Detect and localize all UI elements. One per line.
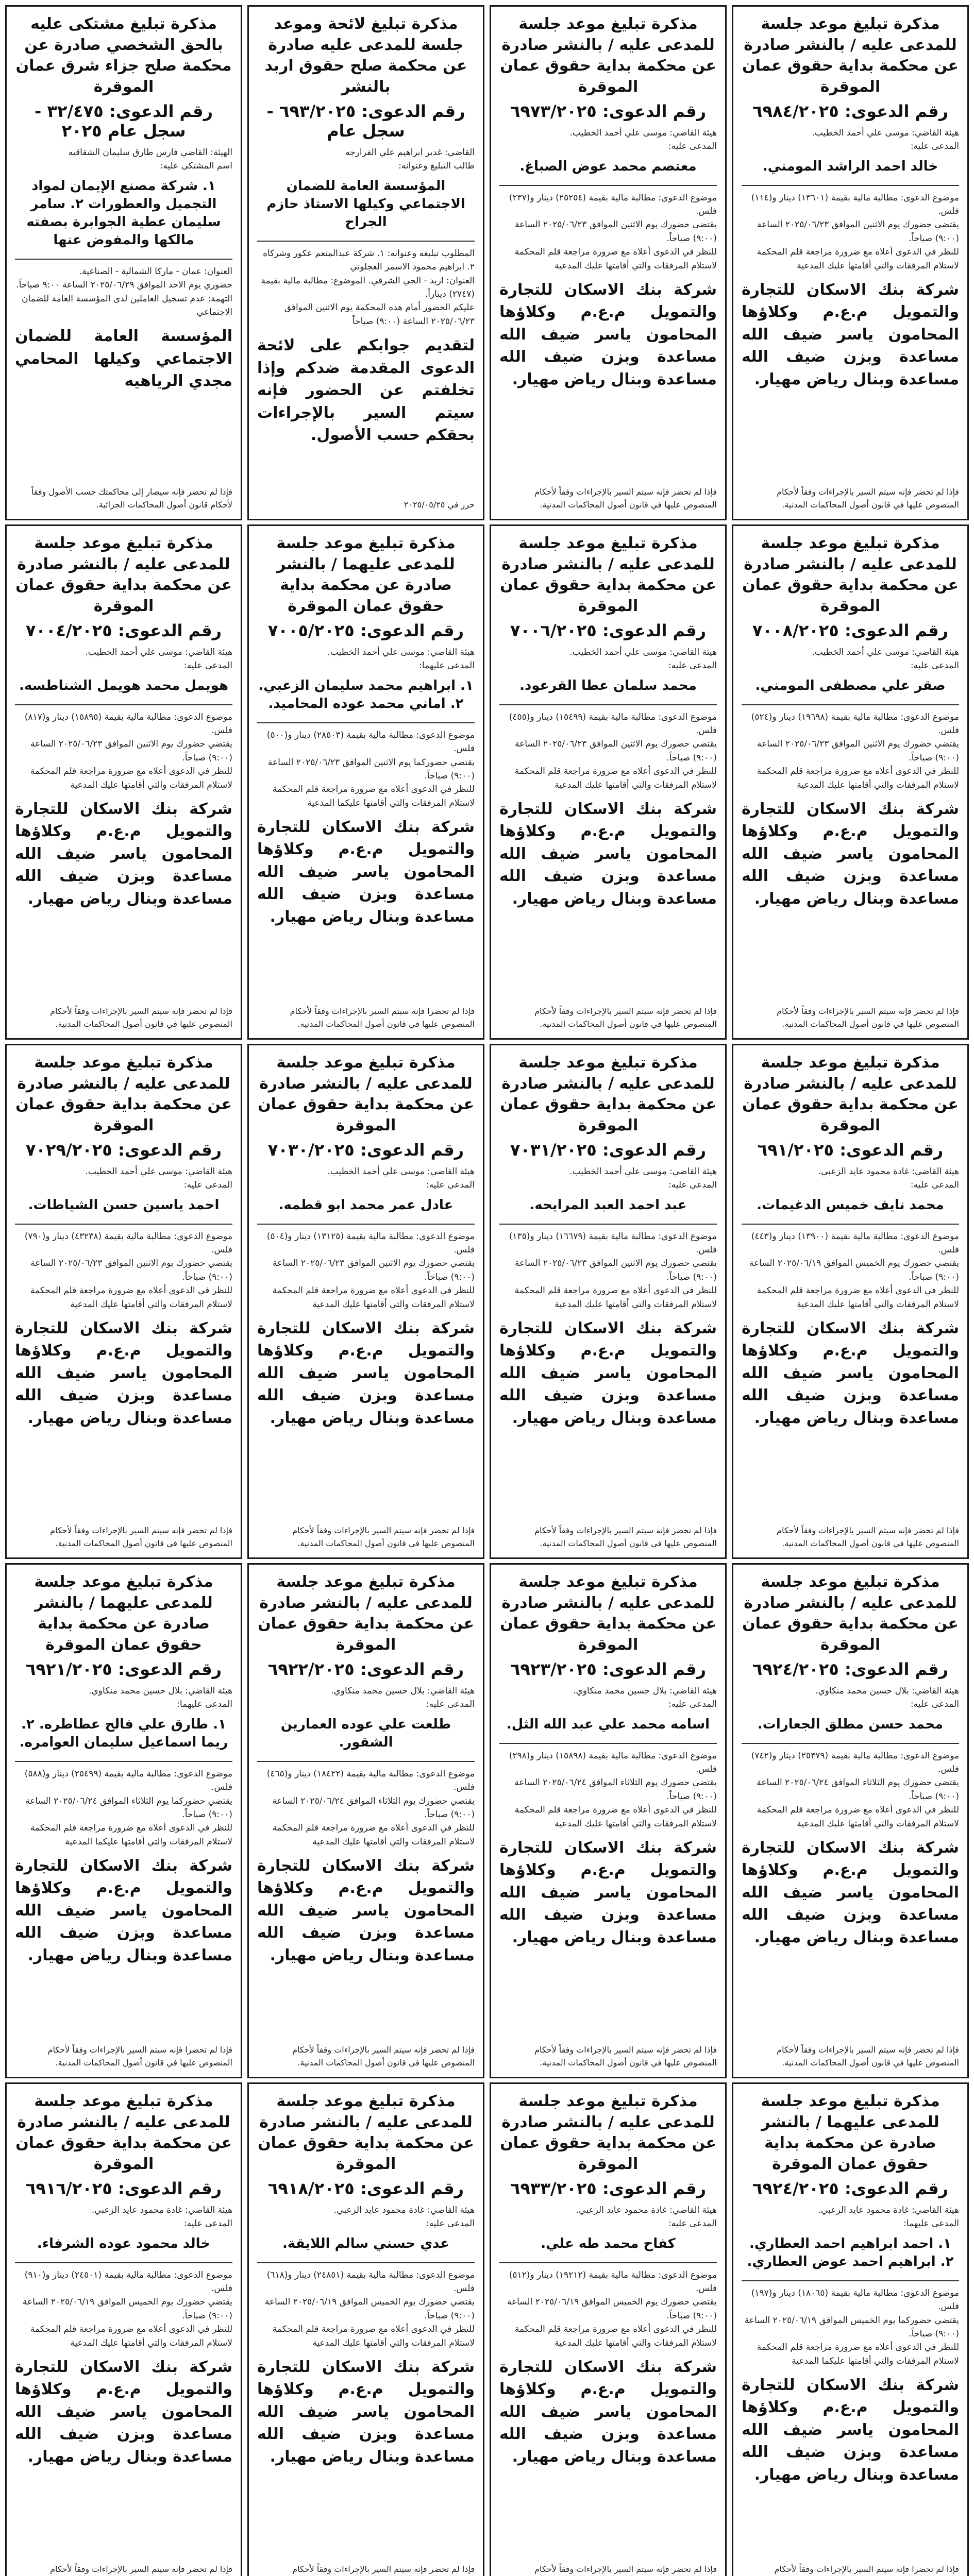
- case-number: [742, 621, 959, 640]
- subject-line: موضوع الدعوى: مطالبة مالية بقيمة (١٥٤٩٩) دينار و(٤٥٥) فلس.: [509, 711, 717, 736]
- case-number: [257, 1140, 475, 1160]
- hearing-line: يقتضي حضورك يوم الخميس الموافق ٢٠٢٥/٠٦/١٩ الساعة (٩:٠٠) صباحاً.: [507, 2297, 717, 2321]
- hearing-line: يقتضي حضوركما يوم الثلاثاء الموافق ٢٠٢٥/٠٦/٢٤ الساعة (٩:٠٠) صباحاً.: [25, 1795, 232, 1820]
- subject-line: موضوع الدعوى: مطالبة مالية بقيمة (٢٥٢٥٤) دينار و(٢٣٧) فلس.: [509, 192, 717, 217]
- case-number: [15, 2179, 232, 2198]
- court-notice: [732, 1044, 969, 1559]
- court-notice: [247, 5, 484, 520]
- notice-title: مذكرة تبليغ موعد جلسة للمدعى عليه / بالنشر صادرة عن محكمة بداية حقوق عمان الموقرة: [500, 1054, 716, 1134]
- judge-line: هيئة القاضي: بلال حسين محمد منكاوي.: [331, 1686, 475, 1696]
- defendant-name: محمد سلمان عطا القرعود.: [519, 677, 697, 693]
- subject-line: المطلوب تبليغه وعنوانه: ١. شركة عبدالمنعم عكور وشركاه ٢. ابراهيم محمود الاسمر العجلوني: [263, 248, 475, 273]
- defendant-name: عبد احمد العبد المرايحه.: [529, 1197, 687, 1213]
- case-label: رقم الدعوى:: [844, 2179, 949, 2198]
- court-notice: [247, 1563, 484, 2078]
- judge-line: الهيئة: القاضي فارس طارق سليمان الشقاقيه: [68, 147, 232, 158]
- notice-footer: فإذا لم تحضر فإنه سيتم السير بالإجراءات وفقاً لأحكام: [292, 2564, 475, 2574]
- plaintiff-block: شركة بنك الاسكان للتجارة والتمويل م.ع.م وكلاؤها المحامون ياسر ضيف الله مساعدة وبزن ضيف الله مساعدة وبنال رياض مهيار.: [15, 800, 232, 908]
- judge-line: هيئة القاضي: موسى علي أحمد الخطيب.: [85, 1166, 232, 1177]
- note-line: للنظر في الدعوى أعلاه مع ضرورة مراجعة قلم المحكمة لاستلام المرفقات والتي أقامتها عليك المدعية: [272, 1823, 475, 1847]
- defendant-name: هويمل محمد هويمل الشناطسه.: [19, 677, 228, 693]
- note-line: للنظر في الدعوى أعلاه مع ضرورة مراجعة قلم المحكمة لاستلام المرفقات والتي أقامتها عليك المدعية: [514, 1285, 717, 1310]
- notice-title: مذكرة تبليغ لائحة وموعد جلسة للمدعى عليه صادرة عن محكمة صلح حقوق اربد بالنشر: [264, 15, 467, 96]
- defendant-name: المؤسسة العامة للضمان الاجتماعي وكيلها الاستاذ حازم الجراح: [266, 178, 465, 230]
- hearing-line: يقتضي حضورك يوم الثلاثاء الموافق ٢٠٢٥/٠٦/٢٤ الساعة (٩:٠٠) صباحاً.: [757, 1777, 959, 1802]
- note-line: للنظر في الدعوى أعلاه مع ضرورة مراجعة قلم المحكمة لاستلام المرفقات والتي أقامتها عليك المدعية: [514, 1805, 717, 1829]
- notice-title: مذكرة تبليغ موعد جلسة للمدعى عليه / بالنشر صادرة عن محكمة بداية حقوق عمان الموقرة: [258, 2092, 474, 2173]
- defendant-name: معتصم محمد عوض الصباغ.: [519, 158, 697, 174]
- case-value: ٦٩١/٢٠٢٥: [757, 1140, 834, 1160]
- defendant-label: المدعى عليه:: [426, 1180, 475, 1191]
- divider: [499, 2262, 717, 2263]
- notice-title: مذكرة تبليغ موعد جلسة للمدعى عليه / بالنشر صادرة عن محكمة بداية حقوق عمان الموقرة: [500, 2092, 716, 2173]
- case-number: [15, 621, 232, 640]
- defendant-label: المدعى عليهما:: [903, 2218, 959, 2229]
- divider: [499, 185, 717, 186]
- plaintiff-block: لتقديم جوابكم على لائحة الدعوى المقدمة ضدكم وإذا تخلفتم عن الحضور فإنه سيتم السير بالإجراءات بحقكم حسب الأصول.: [257, 336, 475, 445]
- judge-line: هيئة القاضي: غادة محمود عايد الزعبي.: [333, 2205, 475, 2215]
- court-notice: [490, 5, 727, 520]
- hearing-line: يقتضي حضورك يوم الخميس الموافق ٢٠٢٥/٠٦/١٩ الساعة (٩:٠٠) صباحاً.: [749, 1258, 959, 1282]
- notice-footer: فإذا لم تحضر فإنه سيتم السير بالإجراءات وفقاً لأحكام المنصوص عليها في قانون أصول المحاكمات المدنية.: [292, 2045, 475, 2068]
- newspaper-page: [5, 5, 969, 2576]
- defendant-label: اسم المشتكى عليه:: [160, 161, 232, 172]
- subject-line: موضوع الدعوى: مطالبة مالية بقيمة (١٥٨٩٨) دينار و(٢٩٨) فلس.: [509, 1750, 717, 1775]
- case-number: [257, 621, 475, 640]
- note-line: للنظر في الدعوى أعلاه مع ضرورة مراجعة قلم المحكمة لاستلام المرفقات والتي أقامتها عليك المدعية: [757, 1805, 959, 1829]
- defendant-label: المدعى عليه:: [910, 1699, 959, 1710]
- notice-title: مذكرة تبليغ موعد جلسة للمدعى عليه / بالنشر صادرة عن محكمة بداية حقوق عمان الموقرة: [742, 1573, 959, 1654]
- case-number: [15, 1140, 232, 1160]
- divider: [742, 704, 959, 705]
- judge-line: هيئة القاضي: بلال حسين محمد منكاوي.: [89, 1686, 232, 1696]
- defendant-name: عدي حسني سالم اللايقة.: [282, 2235, 449, 2251]
- subject-line: موضوع الدعوى: مطالبة مالية بقيمة (١٩٦٩٨) دينار و(٥٢٤) فلس.: [751, 711, 959, 736]
- note-line: عليكم الحضور أمام هذه المحكمة يوم الاثنين الموافق ٢٠٢٥/٠٦/٢٣ الساعة (٩:٠٠) صباحاً: [284, 302, 475, 327]
- case-value: ٧٠٣٠/٢٠٢٥: [267, 1140, 355, 1160]
- defendant-name: اسامه محمد علي عبد الله الثل.: [506, 1716, 710, 1732]
- note-line: للنظر في الدعوى أعلاه مع ضرورة مراجعة قلم المحكمة لاستلام المرفقات والتي أقامتها عليك المدعية: [514, 766, 717, 790]
- divider: [15, 1224, 232, 1225]
- defendant-name: خالد احمد الراشد المومني.: [762, 158, 938, 174]
- plaintiff-block: شركة بنك الاسكان للتجارة والتمويل م.ع.م وكلاؤها المحامون ياسر ضيف الله مساعدة وبزن ضيف الله مساعدة وبنال رياض مهيار.: [257, 2358, 475, 2466]
- plaintiff-block: شركة بنك الاسكان للتجارة والتمويل م.ع.م وكلاؤها المحامون ياسر ضيف الله مساعدة وبزن ضيف الله مساعدة وبنال رياض مهيار.: [257, 1856, 475, 1964]
- defendant-label: المدعى عليه:: [668, 660, 717, 671]
- court-notice: [732, 2082, 969, 2576]
- case-label: رقم الدعوى:: [361, 101, 465, 121]
- hearing-line: العنوان: اربد - الحي الشرقي. الموضوع: مطالبة مالية بقيمة (٢٧٤٧) ديناراً.: [261, 275, 475, 299]
- defendant-label: المدعى عليهما:: [177, 1699, 232, 1710]
- case-value: ٦٩٣/٢٠٢٥ - سجل عام: [266, 101, 405, 141]
- notice-footer: حرر في ٢٠٢٥/٠٥/٢٥: [404, 500, 475, 510]
- notice-title: مذكرة تبليغ موعد جلسة للمدعى عليه / بالنشر صادرة عن محكمة بداية حقوق عمان الموقرة: [15, 2092, 232, 2173]
- defendant-label: المدعى عليه:: [426, 1699, 475, 1710]
- hearing-line: يقتضي حضورك يوم الاثنين الموافق ٢٠٢٥/٠٦/٢٣ الساعة (٩:٠٠) صباحاً.: [514, 219, 717, 244]
- notice-title: مذكرة تبليغ موعد جلسة للمدعى عليه / بالنشر صادرة عن محكمة بداية حقوق عمان الموقرة: [742, 534, 959, 615]
- subject-line: موضوع الدعوى: مطالبة مالية بقيمة (١٨٠٦٥) دينار و(١٩٧) فلس.: [751, 2287, 959, 2312]
- case-label: رقم الدعوى:: [602, 621, 707, 640]
- hearing-line: يقتضي حضورك يوم الخميس الموافق ٢٠٢٥/٠٦/١٩ الساعة (٩:٠٠) صباحاً.: [22, 2297, 232, 2321]
- notice-title: مذكرة تبليغ موعد جلسة للمدعى عليه / بالنشر صادرة عن محكمة بداية حقوق عمان الموقرة: [742, 1054, 959, 1134]
- court-notice: [490, 1044, 727, 1559]
- note-line: للنظر في الدعوى أعلاه مع ضرورة مراجعة قلم المحكمة لاستلام المرفقات والتي أقامتها عليك المدعية: [757, 247, 959, 271]
- case-value: ٦٩٢٤/٢٠٢٥: [752, 1659, 839, 1679]
- subject-line: موضوع الدعوى: مطالبة مالية بقيمة (١٥٨٩٥) دينار و(٨١٧) فلس.: [24, 711, 232, 736]
- defendant-label: المدعى عليه:: [183, 660, 232, 671]
- case-label: رقم الدعوى:: [839, 1140, 944, 1160]
- divider: [257, 2262, 475, 2263]
- divider: [257, 1761, 475, 1762]
- court-notice: [5, 1044, 242, 1559]
- notice-footer: فإذا لم تحضر فإنه سيتم السير بالإجراءات وفقاً لأحكام المنصوص عليها في قانون أصول المحاكمات المدنية.: [777, 487, 959, 510]
- hearing-line: يقتضي حضوركما يوم الخميس الموافق ٢٠٢٥/٠٦/١٩ الساعة (٩:٠٠) صباحاً.: [744, 2315, 959, 2339]
- divider: [257, 722, 475, 723]
- plaintiff-block: شركة بنك الاسكان للتجارة والتمويل م.ع.م وكلاؤها المحامون ياسر ضيف الله مساعدة وبزن ضيف الله مساعدة وبنال رياض مهيار.: [499, 280, 717, 388]
- note-line: للنظر في الدعوى أعلاه مع ضرورة مراجعة قلم المحكمة لاستلام المرفقات والتي أقامتها عليك المدعية: [757, 766, 959, 790]
- court-notice: [5, 524, 242, 1040]
- hearing-line: يقتضي حضورك يوم الاثنين الموافق ٢٠٢٥/٠٦/٢٣ الساعة (٩:٠٠) صباحاً.: [514, 739, 717, 763]
- note-line: للنظر في الدعوى أعلاه مع ضرورة مراجعة قلم المحكمة لاستلام المرفقات والتي أقامتها عليك المدعية: [514, 2324, 717, 2348]
- court-notice: [5, 1563, 242, 2078]
- note-line: للنظر في الدعوى أعلاه مع ضرورة مراجعة قلم المحكمة لاستلام المرفقات والتي أقامتها عليك المدعية: [272, 1285, 475, 1310]
- case-value: ٦٩٢١/٢٠٢٥: [25, 1659, 112, 1679]
- case-label: رقم الدعوى:: [360, 1659, 464, 1679]
- plaintiff-block: المؤسسة العامة للضمان الاجتماعي وكيلها المحامي مجدي الرياهيه: [15, 327, 232, 391]
- plaintiff-block: شركة بنك الاسكان للتجارة والتمويل م.ع.م وكلاؤها المحامون ياسر ضيف الله مساعدة وبزن ضيف الله مساعدة وبنال رياض مهيار.: [742, 1319, 959, 1427]
- notice-title: مذكرة تبليغ موعد جلسة للمدعى عليه / بالنشر صادرة عن محكمة بداية حقوق عمان الموقرة: [500, 1573, 716, 1654]
- case-value: ٦٩٢٢/٢٠٢٥: [267, 1659, 355, 1679]
- defendant-name: خالد محمود عوده الشرفاء.: [37, 2235, 211, 2251]
- notice-footer: فإذا لم تحضر فإنه سيتم السير بالإجراءات وفقاً لأحكام المنصوص عليها في قانون أصول المحاكمات المدنية.: [777, 1526, 959, 1549]
- defendant-label: المدعى عليه:: [668, 2218, 717, 2229]
- case-label: رقم الدعوى:: [602, 101, 707, 121]
- defendant-label: المدعى عليه:: [183, 1180, 232, 1191]
- defendant-label: المدعى عليه:: [910, 141, 959, 152]
- notice-footer: فإذا لم تحضر فإنه سيتم السير بالإجراءات وفقاً لأحكام المنصوص عليها في قانون أصول المحاكمات المدنية.: [292, 1526, 475, 1549]
- notice-row: [5, 5, 969, 520]
- notice-footer: فإذا لم تحضر فإنه سيتم السير بالإجراءات وفقاً لأحكام المنصوص عليها في قانون أصول المحاكمات المدنية.: [534, 1526, 717, 1549]
- case-number: [742, 1140, 959, 1160]
- notice-footer: فإذا لم تحضر فإنه سيتم السير بالإجراءات وفقاً لأحكام: [50, 2564, 232, 2574]
- hearing-line: يقتضي حضورك يوم الاثنين الموافق ٢٠٢٥/٠٦/٢٣ الساعة (٩:٠٠) صباحاً.: [272, 1258, 475, 1282]
- notice-title: مذكرة تبليغ موعد جلسة للمدعى عليهما / بالنشر صادرة عن محكمة بداية حقوق عمان الموقرة: [34, 1573, 213, 1654]
- divider: [499, 1743, 717, 1744]
- subject-line: موضوع الدعوى: مطالبة مالية بقيمة (٢٥٤٩٩) دينار و(٥٨٨) فلس.: [24, 1768, 232, 1793]
- court-notice: [5, 2082, 242, 2576]
- judge-line: هيئة القاضي: غادة محمود عايد الزعبي.: [818, 1166, 959, 1177]
- court-notice: [490, 2082, 727, 2576]
- case-label: رقم الدعوى:: [602, 2179, 707, 2198]
- case-value: ٦٩٢٤/٢٠٢٥: [752, 2179, 839, 2198]
- divider: [499, 1224, 717, 1225]
- notice-footer: فإذا لم تحضر فإنه سيتم السير بالإجراءات وفقاً لأحكام المنصوص عليها في قانون أصول المحاكمات المدنية.: [777, 2045, 959, 2068]
- notice-footer: فإذا لم تحضر فإنه سيتم السير بالإجراءات وفقاً لأحكام: [534, 2564, 717, 2574]
- case-number: [499, 1140, 717, 1160]
- note-line: للنظر في الدعوى أعلاه مع ضرورة مراجعة قلم المحكمة لاستلام المرفقات والتي أقامتها عليكما المدعية: [757, 2342, 959, 2366]
- notice-footer: فإذا لم تحضرا فإنه سيتم السير بالإجراءات وفقاً لأحكام المنصوص عليها في قانون أصول المحاكمات المدنية.: [47, 2045, 232, 2068]
- plaintiff-block: شركة بنك الاسكان للتجارة والتمويل م.ع.م وكلاؤها المحامون ياسر ضيف الله مساعدة وبزن ضيف الله مساعدة وبنال رياض مهيار.: [15, 1319, 232, 1427]
- case-number: [742, 2179, 959, 2198]
- case-label: رقم الدعوى:: [360, 2179, 464, 2198]
- case-value: ٦٩٣٣/٢٠٢٥: [510, 2179, 597, 2198]
- case-value: ٧٠٣١/٢٠٢٥: [510, 1140, 597, 1160]
- divider: [742, 185, 959, 186]
- note-line: للنظر في الدعوى أعلاه مع ضرورة مراجعة قلم المحكمة لاستلام المرفقات والتي أقامتها عليك المدعية: [30, 2324, 232, 2348]
- subject-line: العنوان: عمان - ماركا الشمالية - الصناعية.: [79, 266, 232, 277]
- notice-footer: فإذا لم تحضر فإنه سيتم السير بالإجراءات وفقاً لأحكام المنصوص عليها في قانون أصول المحاكمات المدنية.: [534, 1006, 717, 1029]
- notice-row: [5, 524, 969, 1040]
- plaintiff-block: شركة بنك الاسكان للتجارة والتمويل م.ع.م وكلاؤها المحامون ياسر ضيف الله مساعدة وبزن ضيف الله مساعدة وبنال رياض مهيار.: [742, 1838, 959, 1946]
- subject-line: موضوع الدعوى: مطالبة مالية بقيمة (٤٣٢٣٨) دينار و(٧٩٠) فلس.: [24, 1231, 232, 1256]
- note-line: للنظر في الدعوى أعلاه مع ضرورة مراجعة قلم المحكمة لاستلام المرفقات والتي أقامتها عليك المدعية: [30, 766, 232, 790]
- notice-title: مذكرة تبليغ موعد جلسة للمدعى عليهما / بالنشر صادرة عن محكمة بداية حقوق عمان الموقرة: [276, 534, 456, 615]
- subject-line: موضوع الدعوى: مطالبة مالية بقيمة (٢٤٥٠١) دينار و(٩١٠) فلس.: [24, 2269, 232, 2294]
- judge-line: هيئة القاضي: موسى علي أحمد الخطيب.: [569, 647, 717, 657]
- case-label: رقم الدعوى:: [360, 621, 464, 640]
- case-number: [257, 101, 475, 141]
- notice-title: مذكرة تبليغ موعد جلسة للمدعى عليه / بالنشر صادرة عن محكمة بداية حقوق عمان الموقرة: [258, 1573, 474, 1654]
- notice-footer: فإذا لم تحضر فإنه سيتم السير بالإجراءات وفقاً لأحكام المنصوص عليها في قانون أصول المحاكمات المدنية.: [777, 1006, 959, 1029]
- court-notice: [732, 524, 969, 1040]
- divider: [742, 1743, 959, 1744]
- notice-row: [5, 1044, 969, 1559]
- notice-title: مذكرة تبليغ موعد جلسة للمدعى عليه / بالنشر صادرة عن محكمة بداية حقوق عمان الموقرة: [15, 1054, 232, 1134]
- case-label: رقم الدعوى:: [602, 1659, 707, 1679]
- case-number: [15, 101, 232, 141]
- case-value: ٦٩٨٤/٢٠٢٥: [752, 101, 839, 121]
- judge-line: هيئة القاضي: بلال حسين محمد منكاوي.: [815, 1686, 959, 1696]
- notice-title: مذكرة تبليغ موعد جلسة للمدعى عليه / بالنشر صادرة عن محكمة بداية حقوق عمان الموقرة: [258, 1054, 474, 1134]
- case-value: ٦٩١٨/٢٠٢٥: [267, 2179, 355, 2198]
- judge-line: هيئة القاضي: غادة محمود عايد الزعبي.: [91, 2205, 232, 2215]
- defendant-name: محمد نايف خميس الدغيمات.: [757, 1197, 944, 1213]
- court-notice: [5, 5, 242, 520]
- notice-title: مذكرة تبليغ مشتكى عليه بالحق الشخصي صادرة عن محكمة صلح جزاء شرق عمان الموقرة: [15, 15, 232, 96]
- defendant-label: طالب التبليغ وعنوانه:: [398, 161, 475, 172]
- plaintiff-block: شركة بنك الاسكان للتجارة والتمويل م.ع.م وكلاؤها المحامون ياسر ضيف الله مساعدة وبزن ضيف الله مساعدة وبنال رياض مهيار.: [742, 800, 959, 908]
- notice-title: مذكرة تبليغ موعد جلسة للمدعى عليه / بالنشر صادرة عن محكمة بداية حقوق عمان الموقرة: [742, 15, 959, 96]
- case-number: [499, 621, 717, 640]
- judge-line: هيئة القاضي: موسى علي أحمد الخطيب.: [85, 647, 232, 657]
- judge-line: هيئة القاضي: موسى علي أحمد الخطيب.: [812, 128, 959, 138]
- case-value: ٦٩٢٣/٢٠٢٥: [510, 1659, 597, 1679]
- case-value: ٧٠٠٤/٢٠٢٥: [25, 621, 112, 640]
- case-number: [499, 1659, 717, 1679]
- judge-line: هيئة القاضي: موسى علي أحمد الخطيب.: [812, 647, 959, 657]
- plaintiff-block: شركة بنك الاسكان للتجارة والتمويل م.ع.م وكلاؤها المحامون ياسر ضيف الله مساعدة وبزن ضيف الله مساعدة وبنال رياض مهيار.: [742, 2376, 959, 2484]
- plaintiff-block: شركة بنك الاسكان للتجارة والتمويل م.ع.م وكلاؤها المحامون ياسر ضيف الله مساعدة وبزن ضيف الله مساعدة وبنال رياض مهيار.: [742, 280, 959, 388]
- defendant-name: محمد حسن مطلق الجعارات.: [757, 1716, 944, 1732]
- subject-line: موضوع الدعوى: مطالبة مالية بقيمة (١٨٤٢٢) دينار و(٤٦٥) فلس.: [266, 1768, 475, 1793]
- notice-row: [5, 1563, 969, 2078]
- hearing-line: يقتضي حضورك يوم الخميس الموافق ٢٠٢٥/٠٦/١٩ الساعة (٩:٠٠) صباحاً.: [264, 2297, 475, 2321]
- court-notice: [247, 1044, 484, 1559]
- court-notice: [247, 524, 484, 1040]
- note-line: للنظر في الدعوى أعلاه مع ضرورة مراجعة قلم المحكمة لاستلام المرفقات والتي أقامتها عليكما المدعية: [30, 1823, 232, 1847]
- plaintiff-block: شركة بنك الاسكان للتجارة والتمويل م.ع.م وكلاؤها المحامون ياسر ضيف الله مساعدة وبزن ضيف الله مساعدة وبنال رياض مهيار.: [499, 2358, 717, 2466]
- case-label: رقم الدعوى:: [602, 1140, 707, 1160]
- judge-line: هيئة القاضي: موسى علي أحمد الخطيب.: [569, 128, 717, 138]
- plaintiff-block: شركة بنك الاسكان للتجارة والتمويل م.ع.م وكلاؤها المحامون ياسر ضيف الله مساعدة وبزن ضيف الله مساعدة وبنال رياض مهيار.: [499, 800, 717, 908]
- defendant-name: ١. طارق علي فالح عطاطره. ٢. ريما اسماعيل سليمان العوامره.: [19, 1716, 228, 1750]
- case-number: [742, 1659, 959, 1679]
- defendant-name: احمد ياسين حسن الشياطات.: [28, 1197, 220, 1213]
- court-notice: [247, 2082, 484, 2576]
- divider: [742, 2280, 959, 2281]
- hearing-line: يقتضي حضورك يوم الاثنين الموافق ٢٠٢٥/٠٦/٢٣ الساعة (٩:٠٠) صباحاً.: [30, 739, 232, 763]
- plaintiff-block: شركة بنك الاسكان للتجارة والتمويل م.ع.م وكلاؤها المحامون ياسر ضيف الله مساعدة وبزن ضيف الله مساعدة وبنال رياض مهيار.: [257, 818, 475, 926]
- defendant-name: ١. شركة مصنع الإيمان لمواد التجميل والعطورات ٢. سامر سليمان عطية الجوابرة بصفته مالكها والمفوض عنها: [26, 178, 221, 248]
- hearing-line: حضوري يوم الاحد الموافق ٢٠٢٥/٠٦/٢٩ الساعة ٩:٠٠ صباحاً.: [16, 280, 232, 291]
- divider: [15, 2262, 232, 2263]
- case-label: رقم الدعوى:: [360, 1140, 464, 1160]
- defendant-label: المدعى عليه:: [668, 1699, 717, 1710]
- court-notice: [490, 524, 727, 1040]
- notice-footer: فإذا لم تحضر فإنه سيتم السير بالإجراءات وفقاً لأحكام المنصوص عليها في قانون أصول المحاكمات المدنية.: [534, 487, 717, 510]
- case-number: [257, 2179, 475, 2198]
- notice-footer: فإذا لم تحضر فإنه سيتم السير بالإجراءات وفقاً لأحكام المنصوص عليها في قانون أصول المحاكمات المدنية.: [534, 2045, 717, 2068]
- defendant-label: المدعى عليه:: [910, 1180, 959, 1191]
- hearing-line: يقتضي حضورك يوم الاثنين الموافق ٢٠٢٥/٠٦/٢٣ الساعة (٩:٠٠) صباحاً.: [757, 219, 959, 244]
- note-line: للنظر في الدعوى أعلاه مع ضرورة مراجعة قلم المحكمة لاستلام المرفقات والتي أقامتها عليك المدعية: [272, 2324, 475, 2348]
- divider: [15, 704, 232, 705]
- defendant-name: كفاح محمد طه علي.: [541, 2235, 676, 2251]
- case-number: [257, 1659, 475, 1679]
- defendant-label: المدعى عليه:: [668, 1180, 717, 1191]
- subject-line: موضوع الدعوى: مطالبة مالية بقيمة (١٣٦٠١) دينار و(١١٤) فلس.: [751, 192, 959, 217]
- plaintiff-block: شركة بنك الاسكان للتجارة والتمويل م.ع.م وكلاؤها المحامون ياسر ضيف الله مساعدة وبزن ضيف الله مساعدة وبنال رياض مهيار.: [499, 1319, 717, 1427]
- defendant-name: ١. ابراهيم محمد سليمان الزعبي. ٢. اماني محمد عوده المحاميد.: [258, 677, 474, 711]
- court-notice: [732, 1563, 969, 2078]
- court-notice: [732, 5, 969, 520]
- note-line: التهمة: عدم تسجيل العاملين لدى المؤسسة العامة للضمان الاجتماعي: [22, 293, 232, 318]
- judge-line: هيئة القاضي: موسى علي أحمد الخطيب.: [327, 1166, 475, 1177]
- case-value: ٦٩٧٣/٢٠٢٥: [510, 101, 597, 121]
- defendant-name: عادل عمر محمد ابو قطمه.: [278, 1197, 454, 1213]
- divider: [257, 241, 475, 242]
- notice-title: مذكرة تبليغ موعد جلسة للمدعى عليه / بالنشر صادرة عن محكمة بداية حقوق عمان الموقرة: [15, 534, 232, 615]
- defendant-label: المدعى عليهما:: [419, 660, 475, 671]
- plaintiff-block: شركة بنك الاسكان للتجارة والتمويل م.ع.م وكلاؤها المحامون ياسر ضيف الله مساعدة وبزن ضيف الله مساعدة وبنال رياض مهيار.: [15, 2358, 232, 2466]
- case-value: ٣٢/٤٧٥ - سجل عام ٢٠٢٥: [34, 101, 186, 141]
- plaintiff-block: شركة بنك الاسكان للتجارة والتمويل م.ع.م وكلاؤها المحامون ياسر ضيف الله مساعدة وبزن ضيف الله مساعدة وبنال رياض مهيار.: [499, 1838, 717, 1946]
- case-number: [499, 101, 717, 121]
- defendant-name: صقر علي مصطفى المومني.: [755, 677, 946, 693]
- case-value: ٧٠٠٥/٢٠٢٥: [267, 621, 355, 640]
- case-label: رقم الدعوى:: [844, 1659, 949, 1679]
- note-line: للنظر في الدعوى أعلاه مع ضرورة مراجعة قلم المحكمة لاستلام المرفقات والتي أقامتها عليك المدعية: [757, 1285, 959, 1310]
- hearing-line: يقتضي حضورك يوم الاثنين الموافق ٢٠٢٥/٠٦/٢٣ الساعة (٩:٠٠) صباحاً.: [30, 1258, 232, 1282]
- plaintiff-block: شركة بنك الاسكان للتجارة والتمويل م.ع.م وكلاؤها المحامون ياسر ضيف الله مساعدة وبزن ضيف الله مساعدة وبنال رياض مهيار.: [15, 1856, 232, 1964]
- judge-line: هيئة القاضي: موسى علي أحمد الخطيب.: [327, 647, 475, 657]
- defendant-name: طلعت علي عوده العمارين الشقور.: [280, 1716, 451, 1750]
- judge-line: هيئة القاضي: غادة محمود عايد الزعبي.: [818, 2205, 959, 2215]
- defendant-label: المدعى عليه:: [426, 2218, 475, 2229]
- judge-line: هيئة القاضي: غادة محمود عايد الزعبي.: [576, 2205, 717, 2215]
- case-label: رقم الدعوى:: [109, 101, 213, 121]
- hearing-line: يقتضي حضوركما يوم الاثنين الموافق ٢٠٢٥/٠٦/٢٣ الساعة (٩:٠٠) صباحاً.: [267, 757, 475, 781]
- case-number: [742, 101, 959, 121]
- notice-footer: فإذا لم تحضرا فإنه سيتم السير بالإجراءات وفقاً لأحكام المنصوص عليها في قانون أصول المحاكمات المدنية.: [290, 1006, 475, 1029]
- hearing-line: يقتضي حضورك يوم الثلاثاء الموافق ٢٠٢٥/٠٦/٢٤ الساعة (٩:٠٠) صباحاً.: [514, 1777, 717, 1802]
- defendant-label: المدعى عليه:: [668, 141, 717, 152]
- defendant-label: المدعى عليه:: [183, 2218, 232, 2229]
- case-value: ٧٠٢٩/٢٠٢٥: [25, 1140, 112, 1160]
- subject-line: موضوع الدعوى: مطالبة مالية بقيمة (١٩٢١٢) دينار و(٥١٢) فلس.: [509, 2269, 717, 2294]
- notice-footer: فإذا لم تحضرا فإنه سيتم السير بالإجراءات وفقاً لأحكام: [774, 2564, 959, 2574]
- case-label: رقم الدعوى:: [117, 2179, 222, 2198]
- hearing-line: يقتضي حضورك يوم الاثنين الموافق ٢٠٢٥/٠٦/٢٣ الساعة (٩:٠٠) صباحاً.: [757, 739, 959, 763]
- judge-line: هيئة القاضي: بلال حسين محمد منكاوي.: [573, 1686, 717, 1696]
- case-value: ٦٩١٦/٢٠٢٥: [25, 2179, 112, 2198]
- case-label: رقم الدعوى:: [117, 1659, 222, 1679]
- divider: [499, 704, 717, 705]
- subject-line: موضوع الدعوى: مطالبة مالية بقيمة (٢٨٥٠٣) دينار و(٥٠٠) فلس.: [266, 730, 475, 754]
- case-value: ٧٠٠٨/٢٠٢٥: [752, 621, 839, 640]
- subject-line: موضوع الدعوى: مطالبة مالية بقيمة (١٣١٢٥) دينار و(٥٠٤) فلس.: [266, 1231, 475, 1256]
- case-label: رقم الدعوى:: [844, 621, 949, 640]
- note-line: للنظر في الدعوى أعلاه مع ضرورة مراجعة قلم المحكمة لاستلام المرفقات والتي أقامتها عليك المدعية: [514, 247, 717, 271]
- notice-footer: فإذا لم تحضر فإنه سيتم السير بالإجراءات وفقاً لأحكام المنصوص عليها في قانون أصول المحاكمات المدنية.: [50, 1006, 232, 1029]
- case-number: [499, 2179, 717, 2198]
- notice-footer: فإذا لم تحضر فإنه سيتم السير بالإجراءات وفقاً لأحكام المنصوص عليها في قانون أصول المحاكمات المدنية.: [50, 1526, 232, 1549]
- judge-line: هيئة القاضي: موسى علي أحمد الخطيب.: [569, 1166, 717, 1177]
- case-label: رقم الدعوى:: [117, 1140, 222, 1160]
- plaintiff-block: شركة بنك الاسكان للتجارة والتمويل م.ع.م وكلاؤها المحامون ياسر ضيف الله مساعدة وبزن ضيف الله مساعدة وبنال رياض مهيار.: [257, 1319, 475, 1427]
- notice-row: [5, 2082, 969, 2576]
- judge-line: القاضي: غدير ابراهيم علي الفرارجه: [345, 147, 475, 158]
- defendant-label: المدعى عليه:: [910, 660, 959, 671]
- subject-line: موضوع الدعوى: مطالبة مالية بقيمة (٢٤٨٥١) دينار و(٦١٨) فلس.: [266, 2269, 475, 2294]
- defendant-name: ١. احمد ابراهيم احمد العطاري. ٢. ابراهيم احمد عوض العطاري.: [747, 2235, 954, 2269]
- hearing-line: يقتضي حضورك يوم الثلاثاء الموافق ٢٠٢٥/٠٦/٢٤ الساعة (٩:٠٠) صباحاً.: [272, 1795, 475, 1820]
- notice-title: مذكرة تبليغ موعد جلسة للمدعى عليهما / بالنشر صادرة عن محكمة بداية حقوق عمان الموقرة: [761, 2092, 940, 2173]
- divider: [257, 1224, 475, 1225]
- court-notice: [490, 1563, 727, 2078]
- case-value: ٧٠٠٦/٢٠٢٥: [510, 621, 597, 640]
- divider: [15, 259, 232, 260]
- notice-footer: فإذا لم تحضر فإنه سيصار إلى محاكمتك حسب الأصول وفقاً لأحكام قانون أصول المحاكمات الجزائية.: [31, 487, 232, 510]
- notice-title: مذكرة تبليغ موعد جلسة للمدعى عليه / بالنشر صادرة عن محكمة بداية حقوق عمان الموقرة: [500, 15, 716, 96]
- note-line: للنظر في الدعوى أعلاه مع ضرورة مراجعة قلم المحكمة لاستلام المرفقات والتي أقامتها عليكما المدعية: [272, 784, 475, 808]
- case-number: [15, 1659, 232, 1679]
- divider: [742, 1224, 959, 1225]
- subject-line: موضوع الدعوى: مطالبة مالية بقيمة (١٦٦٧٩) دينار و(١٣٥) فلس.: [509, 1231, 717, 1256]
- notice-title: مذكرة تبليغ موعد جلسة للمدعى عليه / بالنشر صادرة عن محكمة بداية حقوق عمان الموقرة: [500, 534, 716, 615]
- divider: [15, 1761, 232, 1762]
- case-label: رقم الدعوى:: [117, 621, 222, 640]
- note-line: للنظر في الدعوى أعلاه مع ضرورة مراجعة قلم المحكمة لاستلام المرفقات والتي أقامتها عليك المدعية: [30, 1285, 232, 1310]
- hearing-line: يقتضي حضورك يوم الاثنين الموافق ٢٠٢٥/٠٦/٢٣ الساعة (٩:٠٠) صباحاً.: [514, 1258, 717, 1282]
- subject-line: موضوع الدعوى: مطالبة مالية بقيمة (٢٥٣٧٩) دينار و(٧٤٢) فلس.: [751, 1750, 959, 1775]
- case-label: رقم الدعوى:: [844, 101, 949, 121]
- subject-line: موضوع الدعوى: مطالبة مالية بقيمة (١٣٩٠٠) دينار و(٤٤٣) فلس.: [751, 1231, 959, 1256]
